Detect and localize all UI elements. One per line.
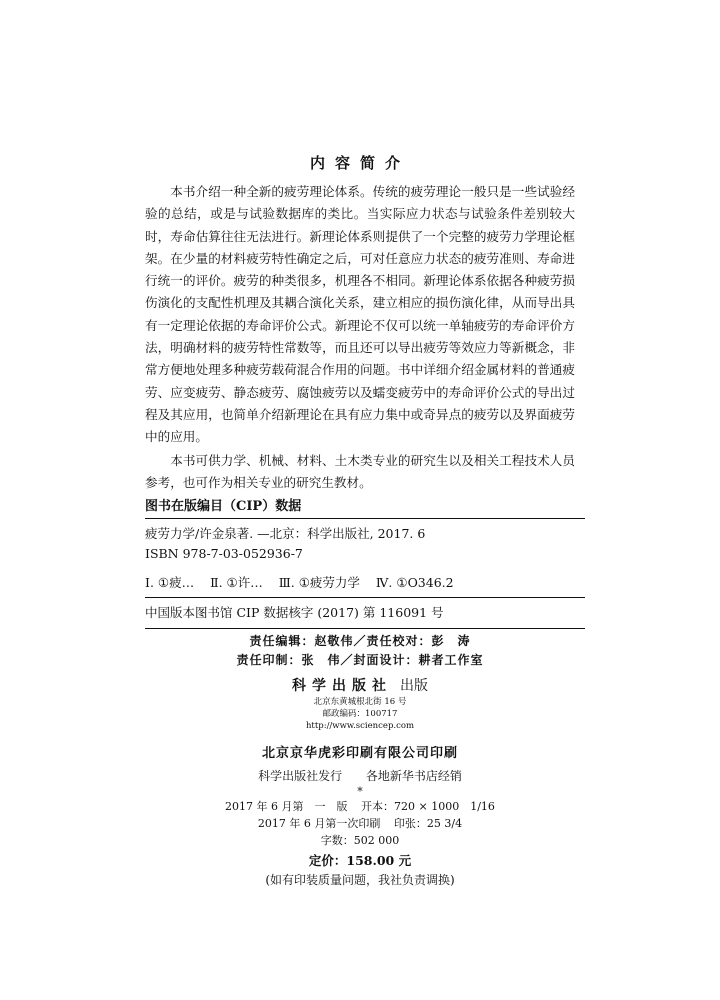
cip-classification: [145, 573, 585, 591]
publisher-name-line: [145, 676, 575, 696]
edition-line: [145, 798, 575, 815]
print-sheets: 印张：25 3/4: [393, 817, 463, 830]
printing: 2017 年 6 月第一次印刷: [257, 817, 381, 830]
publisher-address: 北京东黄城根北街 16 号: [313, 697, 407, 707]
cip-class-4: Ⅳ. ①O346.2: [375, 575, 454, 590]
summary-title: 内容简介: [309, 154, 410, 172]
publisher-url: http://www.sciencep.com: [305, 721, 415, 731]
word-count: 字数：502 000: [320, 834, 400, 847]
cip-number: 中国版本图书馆 CIP 数据核字 (2017) 第 116091 号: [145, 605, 444, 620]
cip-isbn: ISBN 978-7-03-052936-7: [145, 546, 303, 561]
edition: 2017 年 6 月第 一 版: [225, 800, 348, 813]
cip-title-line: 疲劳力学/许金泉著. —北京：科学出版社, 2017. 6: [145, 526, 426, 541]
cip-header: 图书在版编目（CIP）数据: [145, 493, 585, 519]
price: 定价：158.00 元: [308, 853, 412, 868]
publisher-name-suffix: 出版: [400, 678, 428, 694]
credits: [145, 632, 575, 670]
cip-data-block: [145, 493, 585, 629]
distribution-line: [145, 767, 575, 784]
star-separator: *: [357, 785, 363, 798]
quality-note: (如有印装质量问题，我社负责调换): [265, 873, 455, 887]
content-summary: [145, 152, 575, 494]
credits-print-row: 责任印制：张 伟／封面设计：耕者工作室: [236, 653, 484, 667]
summary-paragraph-2: 本书可供力学、机械、材料、土木类专业的研究生以及相关工程技术人员参考，也可作为相关专业的研究生教材。: [145, 452, 575, 490]
cip-divider: [145, 597, 585, 598]
publisher-name: 科学出版社: [292, 678, 392, 694]
distributor: 科学出版社发行: [258, 769, 343, 783]
printer-line: 北京京华虎彩印刷有限公司印刷: [261, 746, 458, 761]
publisher-postcode: 邮政编码：100717: [322, 709, 398, 719]
seller: 各地新华书店经销: [365, 769, 462, 783]
printing-line: [145, 815, 575, 832]
summary-paragraph-1: 本书介绍一种全新的疲劳理论体系。传统的疲劳理论一般只是一些试验经验的总结，或是与试验数据库的类比。当实际应力状态与试验条件差别较大时，寿命估算往往无法进行。新理论体系则提供了一个完整的疲劳力学理论框架。在少量的材料疲劳特性确定之后，可对任意应力状态的疲劳准则、寿命进行统一的评价。疲劳的种类很多，机理各不相同。新理论体系依据各种疲劳损伤演化的支配性机理及其耦合演化关系，建立相应的损伤演化律，从而导出具有一定理论依据的寿命评价公式。新理论不仅可以统一单轴疲劳的寿命评价方法，明确材料的疲劳特性常数等，而且还可以导出疲劳等效应力等新概念，非常方便地处理多种疲劳载荷混合作用的问题。书中详细介绍金属材料的普通疲劳、应变疲劳、静态疲劳、腐蚀疲劳以及蠕变疲劳中的寿命评价公式的导出过程及其应用，也简单介绍新理论在具有应力集中或奇异点的疲劳以及界面疲劳中的应用。: [145, 184, 575, 445]
cip-bottom-divider: [145, 628, 585, 629]
credits-editor-row: 责任编辑：赵敬伟／责任校对：彭 涛: [249, 634, 471, 648]
publisher-block: [145, 676, 575, 888]
cip-class-1: Ⅰ. ①疲…: [145, 575, 195, 590]
cip-class-2: Ⅱ. ①许…: [210, 575, 263, 590]
cip-class-3: Ⅲ. ①疲劳力学: [278, 575, 360, 590]
book-format: 开本：720 × 1000 1/16: [361, 800, 495, 813]
